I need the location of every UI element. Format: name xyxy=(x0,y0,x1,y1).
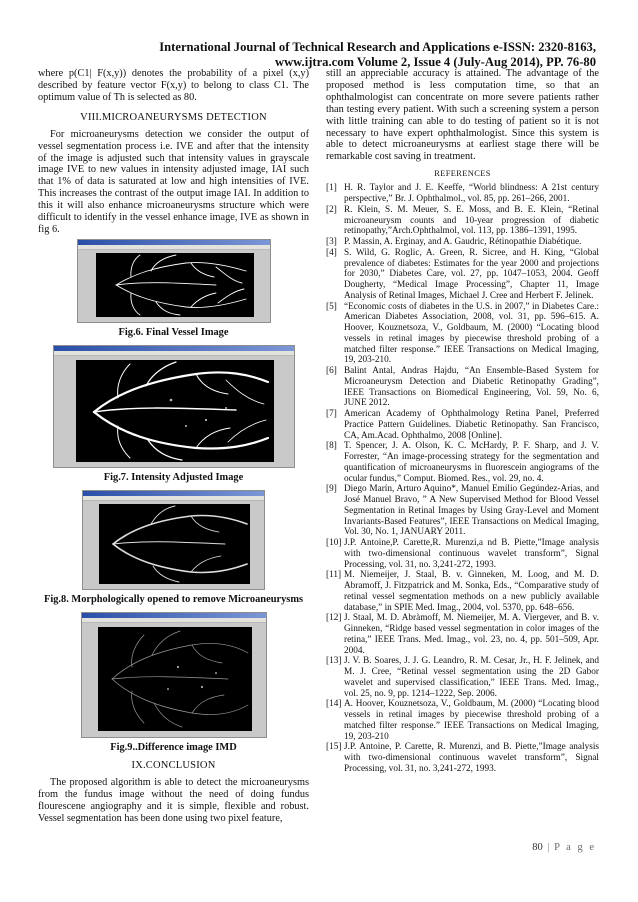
reference-item: [13] J. V. B. Soares, J. J. G. Leandro, R. M. Cesar, Jr., H. F. Jelinek, and M. J. Cree, “Retinal vessel segmentation using the 2D Gabor wavelet and supervised classification,” IEEE Trans. Med. Imag., vol. 25, no. 9, pp. 1214–1222, Sep. 2006. xyxy=(326,656,599,699)
section-9-heading: IX.CONCLUSION xyxy=(131,759,216,771)
right-column xyxy=(326,68,599,775)
intensity-vessel-graphic xyxy=(76,360,274,462)
figure-window-menubar xyxy=(83,496,264,501)
reference-item: [10] J.P. Antoine,P. Carette,R. Murenzi,a nd B. Piette,”Image analysis with two-dimensional continuous wavelet transform”, Signal Processing, vol. 31, no. 3,241-272, 1993. xyxy=(326,538,599,570)
journal-title: International Journal of Technical Research and Applications e-ISSN: 2320-8163, xyxy=(159,40,596,54)
reference-item: [6] Balint Antal, Andras Hajdu, “An Ensemble-Based System for Microaneurysm Detection and Diabetic Retinopathy Grading”, IEEE Transactions on Biomedical Engineering, Vol. 59, No. 6, JUNE 2012. xyxy=(326,366,599,409)
footer-separator: | xyxy=(547,842,550,853)
section-8-paragraph: For microaneurysms detection we consider the output of vessel segmentation process i.e. IVE and after that the intensity of the image is adjusted such that intensity values in grayscale image IVE to new values in intensity adjusted image, IAI such that 1% of data is saturated at low and high intensities of IVE. This increases the contrast of the output image IAI. In addition to this it will also enhance microaneurysms structure which were difficult to identify in the vessel enhance image, IVE as shown in fig 6. xyxy=(38,128,309,235)
vessel-image-canvas xyxy=(96,253,254,317)
page-footer xyxy=(532,842,596,853)
reference-item: [9] Diego Marín, Arturo Aquino*, Manuel Emilio Gegúndez-Arias, and José Manuel Bravo, ” A New Supervised Method for Blood Vessel Segmentation in Retinal Images by Using Gray-Level and Moment Invariants-Based Features”, IEEE Transactions on Medical Imaging, Vol. 30, No. 1, JANUARY 2011. xyxy=(326,484,599,538)
opened-image-canvas xyxy=(99,504,250,584)
reference-item: [3] P. Massin, A. Erginay, and A. Gaudric, Rétinopathie Diabétique. xyxy=(326,237,582,247)
reference-item: [7] American Academy of Ophthalmology Retina Panel, Preferred Practice Pattern Guidelines. Diabetic Retinopathy. San Francisco, CA, Am.Acad. Ophthalmo, 2008 [Online]. xyxy=(326,409,599,441)
references-heading: REFERENCES xyxy=(434,169,491,179)
difference-vessel-graphic xyxy=(98,627,252,731)
difference-image-canvas xyxy=(98,627,252,731)
figure-6-caption: Fig.6. Final Vessel Image xyxy=(118,326,229,338)
journal-header xyxy=(36,40,596,70)
left-column xyxy=(38,68,309,825)
section-8-heading: VIII.MICROANEURYSMS DETECTION xyxy=(80,111,267,123)
vessel-tree-graphic xyxy=(96,253,254,317)
page-label: P a g e xyxy=(554,842,596,853)
figure-9-image xyxy=(81,612,267,738)
figure-7-caption: Fig.7. Intensity Adjusted Image xyxy=(103,471,244,483)
reference-item: [14] A. Hoover, Kouznetsoza, V., Goldbaum, M. (2000) “Locating blood vessels in retinal images by piecewise threshold probing of a matched filter response.” IEEE Transactions on Medical Imaging, 19, 203-210 xyxy=(326,699,599,742)
figure-window-menubar xyxy=(82,618,266,623)
conclusion-continued: still an appreciable accuracy is attained. The advantage of the proposed method is less computation time, so that an ophthalmologist can concentrate on more severe patients rather than testing every patient. With such a screening system a person with little training can able to do testing of patient so it is not necessary to have expert ophthalmologist. Since this system is able to detect microaneurysms at earliest stage there will be remarkable cost saving in treatment. xyxy=(326,68,599,163)
figure-8-image xyxy=(82,490,265,590)
intensity-image-canvas xyxy=(76,360,274,462)
reference-item: [2] R. Klein, S. M. Meuer, S. E. Moss, and B. E. Klein, “Retinal microaneurysm counts and 10-year progression of diabetic retinopathy,”Arch.Ophthalmol, vol. 113, pp. 1386–1391, 1995. xyxy=(326,204,599,237)
figure-window-menubar xyxy=(78,245,270,250)
conclusion-paragraph: The proposed algorithm is able to detect the microaneurysms from the fundus image without the need of doing fundus flourescene angiography and it is simple, flexible and robust. Vessel segmentation has been done using two pixel feature, xyxy=(38,776,309,824)
reference-item: [12] J. Staal, M. D. Abràmoff, M. Niemeijer, M. A. Viergever, and B. v. Ginneken, “Ridge based vessel segmentation in color images of the retina,” IEEE Trans. Med. Imag., vol. 23, no. 4, pp. 501–509, Apr. 2004. xyxy=(326,613,599,656)
reference-item: [4] S. Wild, G. Roglic, A. Green, R. Sicree, and H. King, “Global prevalence of diabetes: Estimates for the year 2000 and projections for 2030,” Diabetes Care, vol. 27, pp. 1047–1053, 2004. Geoff Dougherty, “Medical Image Processing”, Chapter 11, Image Analysis of Retinal Images, Michael J. Cree and Herbert F. Jelinek. xyxy=(326,247,599,301)
figure-6-image xyxy=(77,239,271,323)
figure-window-menubar xyxy=(54,351,294,356)
reference-item: [5] “Economic costs of diabetes in the U.S. in 2007,” in Diabetes Care.: American Diabetes Association, 2008, vol. 31, pp. 596–615. A. Hoover, Kouznetsoza, V., Goldbaum, M. (2000) “Locating blood vessels in retinal images by piecewise threshold probing of a matched filter response.” IEEE Transactions on Medical Imaging, 19, 203-210. xyxy=(326,301,599,366)
references-list xyxy=(326,183,599,774)
reference-item: [1] H. R. Taylor and J. E. Keeffe, “World blindness: A 21st century perspective,” Br. J. Ophthalmol., vol. 85, pp. 261–266, 2001. xyxy=(326,183,599,204)
opened-vessel-graphic xyxy=(99,504,250,584)
figure-9-caption: Fig.9..Difference image IMD xyxy=(110,741,237,753)
reference-item: [11] M. Niemeijer, J. Staal, B. v. Ginneken, M. Loog, and M. D. Abramoff, J. Fitzpatrick and M. Sonka, Eds., “Comparative study of retinal vessel segmentation methods on a new publicly available database,” in SPIE Med. Imag., 2004, vol. 5370, pp. 648–656. xyxy=(326,570,599,613)
reference-item: [8] T. Spencer, J. A. Olson, K. C. McHardy, P. F. Sharp, and J. V. Forrester, “An image-processing strategy for the segmentation and quantification of microaneurysms in fluorescein angiograms of the ocular fundus,” Comput. Biomed. Res., vol. 29, no. 4. xyxy=(326,441,599,484)
reference-item: [15] J.P. Antoine, P. Carette, R. Murenzi, and B. Piette,”Image analysis with two-dimensional continuous wavelet transform”, Signal Processing, vol. 31, no. 3,241-272, 1993. xyxy=(326,742,599,774)
intro-paragraph: where p(C1| F(x,y)) denotes the probability of a pixel (x,y) described by feature vector F(x,y) to belong to class C1. The optimum value of Th is selected as 80. xyxy=(38,68,309,103)
journal-issue: www.ijtra.com Volume 2, Issue 4 (July-Aug 2014), PP. 76-80 xyxy=(274,55,596,69)
figure-8-caption: Fig.8. Morphologically opened to remove Microaneurysms xyxy=(43,593,304,605)
page-number: 80 xyxy=(532,842,543,853)
figure-7-image xyxy=(53,345,295,468)
